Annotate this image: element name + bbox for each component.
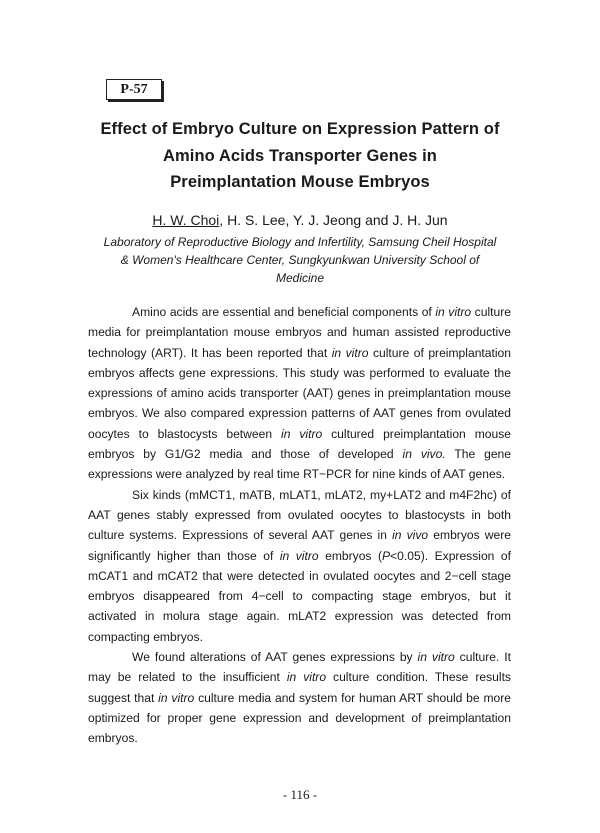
- author-list: [60, 210, 540, 230]
- p2-text-g: <0.05). Expression of mCAT1 and mCAT2 that were detected in ovulated oocytes and 2−cell stage embryos disappeared from 4−cell to compacting stage embryos, but it activated in molura stage again. mLAT2 expression was detected from compacting embryos.: [88, 548, 511, 644]
- paragraph-results: [88, 485, 511, 647]
- p2-italic-b: in vivo: [392, 528, 429, 543]
- page-number: - 116 -: [282, 787, 318, 802]
- paragraph-conclusion: [88, 647, 511, 748]
- p1-text-e: culture of preimplantation embryos affects gene expressions. This study was performed to evaluate the expressions of amino acids transporter (AAT) genes in preimplantation mouse embryos. We also compared expression patterns of AAT genes from ovulated oocytes to blastocysts between: [88, 345, 512, 441]
- title-line-3: Preimplantation Mouse Embryos: [170, 173, 430, 191]
- p1-text-a: Amino acids are essential and beneficial components of: [132, 305, 436, 319]
- p3-italic-f: in vitro: [158, 690, 195, 705]
- p1-italic-h: in vivo.: [402, 447, 446, 462]
- co-authors: , H. S. Lee, Y. J. Jeong and J. H. Jun: [219, 212, 448, 228]
- p1-italic-f: in vitro: [281, 426, 323, 441]
- p1-text-c: culture media for preimplantation mouse embryos and human assisted reproductive technology (ART). It has been reported that: [88, 305, 511, 360]
- p2-text-c: embryos were significantly higher than those of: [88, 528, 512, 563]
- paragraph-background: [88, 302, 511, 485]
- p2-text-a: Six kinds (mMCT1, mATB, mLAT1, mLAT2, my+LAT2 and m4F2hc) of AAT genes stably expressed from ovulated oocytes to blastocysts in both culture systems. Expressions of several AAT genes in: [88, 487, 511, 543]
- affiliation-line-3: Medicine: [275, 271, 325, 285]
- affiliation: [60, 233, 540, 287]
- p2-italic-d: in vitro: [279, 548, 319, 563]
- affiliation-line-1: Laboratory of Reproductive Biology and Infertility, Samsung Cheil Hospital: [103, 235, 497, 249]
- p1-italic-b: in vitro: [435, 305, 472, 319]
- paper-title: [60, 116, 540, 196]
- p3-text-g: culture media and system for human ART should be more optimized for proper gene expression and development of preimplantation embryos.: [88, 690, 512, 746]
- abstract-body: [88, 302, 511, 749]
- p2-text-e: embryos (: [318, 548, 383, 563]
- title-line-1: Effect of Embryo Culture on Expression Pattern of: [100, 120, 500, 138]
- p1-text-g: cultured preimplantation mouse embryos by G1/G2 media and those of developed: [88, 426, 511, 462]
- p2-italic-f: P: [382, 548, 391, 563]
- p3-text-a: We found alterations of AAT genes expressions by: [132, 650, 418, 665]
- presenting-author: H. W. Choi: [152, 212, 220, 228]
- p1-italic-d: in vitro: [331, 345, 369, 360]
- p1-text-i: The gene expressions were analyzed by real time RT−PCR for nine kinds of AAT genes.: [88, 447, 511, 482]
- p3-italic-d: in vitro: [286, 670, 327, 685]
- p3-text-e: culture condition. These results suggest that: [88, 670, 511, 705]
- title-line-2: Amino Acids Transporter Genes in: [163, 146, 437, 165]
- affiliation-line-2: & Women's Healthcare Center, Sungkyunkwan University School of: [120, 253, 480, 267]
- poster-label: P-57: [106, 79, 162, 100]
- p3-italic-b: in vitro: [417, 650, 455, 665]
- p3-text-c: culture. It may be related to the insufficient: [88, 650, 511, 685]
